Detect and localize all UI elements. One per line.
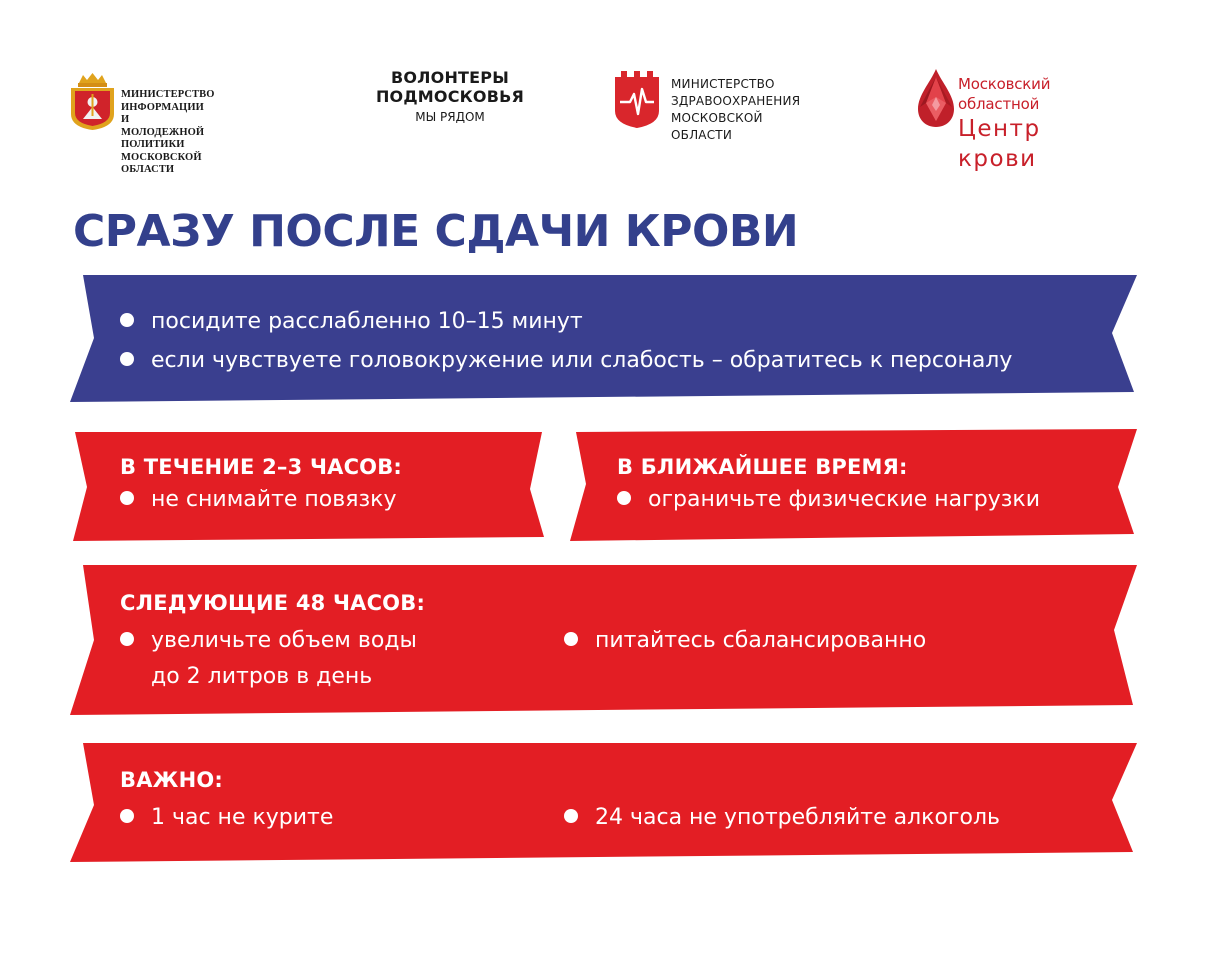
list-item: не снимайте повязку <box>120 482 402 518</box>
logo-volunteers <box>360 68 540 128</box>
list-item: увеличьте объем воды <box>120 623 417 659</box>
section-heading: СЛЕДУЮЩИЕ 48 ЧАСОВ: <box>120 591 426 615</box>
ministry-info-line: МОСКОВСКОЙ ОБЛАСТИ <box>121 151 202 175</box>
list-item: посидите расслабленно 10–15 минут <box>120 302 1012 341</box>
volunteers-line1: ВОЛОНТЕРЫ <box>390 68 510 87</box>
blood-center-line1: Московский областной <box>958 75 1051 113</box>
hours-2-3-section <box>120 452 402 518</box>
list-item: ограничьте физические нагрузки <box>617 482 1040 518</box>
list-item-continuation: до 2 литров в день <box>151 664 373 689</box>
near-time-section <box>617 452 1040 518</box>
moscow-region-coat-of-arms-icon <box>69 71 116 131</box>
ministry-health-line: ЗДРАВООХРАНЕНИЯ <box>671 94 801 108</box>
important-item-alcohol <box>564 800 1000 836</box>
next-48-section-heading-wrap <box>120 588 425 618</box>
ministry-health-line: МОСКОВСКОЙ ОБЛАСТИ <box>671 111 763 142</box>
red-shield-heartbeat-icon <box>613 69 661 129</box>
next-48-item-water <box>120 623 417 695</box>
immediate-section <box>120 302 1012 380</box>
list-item: 1 час не курите <box>120 800 333 836</box>
list-item: 24 часа не употребляйте алкоголь <box>564 800 1000 836</box>
important-section-heading-wrap <box>120 765 223 795</box>
ministry-health-line: МИНИСТЕРСТВО <box>671 77 775 91</box>
ruby-blood-drop-icon <box>916 67 956 129</box>
ministry-info-line: МИНИСТЕРСТВО ИНФОРМАЦИИ <box>121 89 215 113</box>
volunteers-tagline: МЫ РЯДОМ <box>415 110 485 124</box>
ministry-info-line: И МОЛОДЕЖНОЙ ПОЛИТИКИ <box>121 114 205 150</box>
section-heading: В БЛИЖАЙШЕЕ ВРЕМЯ: <box>617 455 908 479</box>
list-item: если чувствуете головокружение или слабость – обратитесь к персоналу <box>120 341 1012 380</box>
section-heading: ВАЖНО: <box>120 768 223 792</box>
important-item-smoking <box>120 800 333 836</box>
page-title: СРАЗУ ПОСЛЕ СДАЧИ КРОВИ <box>73 206 799 257</box>
section-heading: В ТЕЧЕНИЕ 2–3 ЧАСОВ: <box>120 455 403 479</box>
list-item: питайтесь сбалансированно <box>564 623 926 659</box>
next-48-item-food <box>564 623 926 659</box>
volunteers-line2: ПОДМОСКОВЬЯ <box>375 87 525 106</box>
blood-center-line2: Центр крови <box>958 116 1041 172</box>
